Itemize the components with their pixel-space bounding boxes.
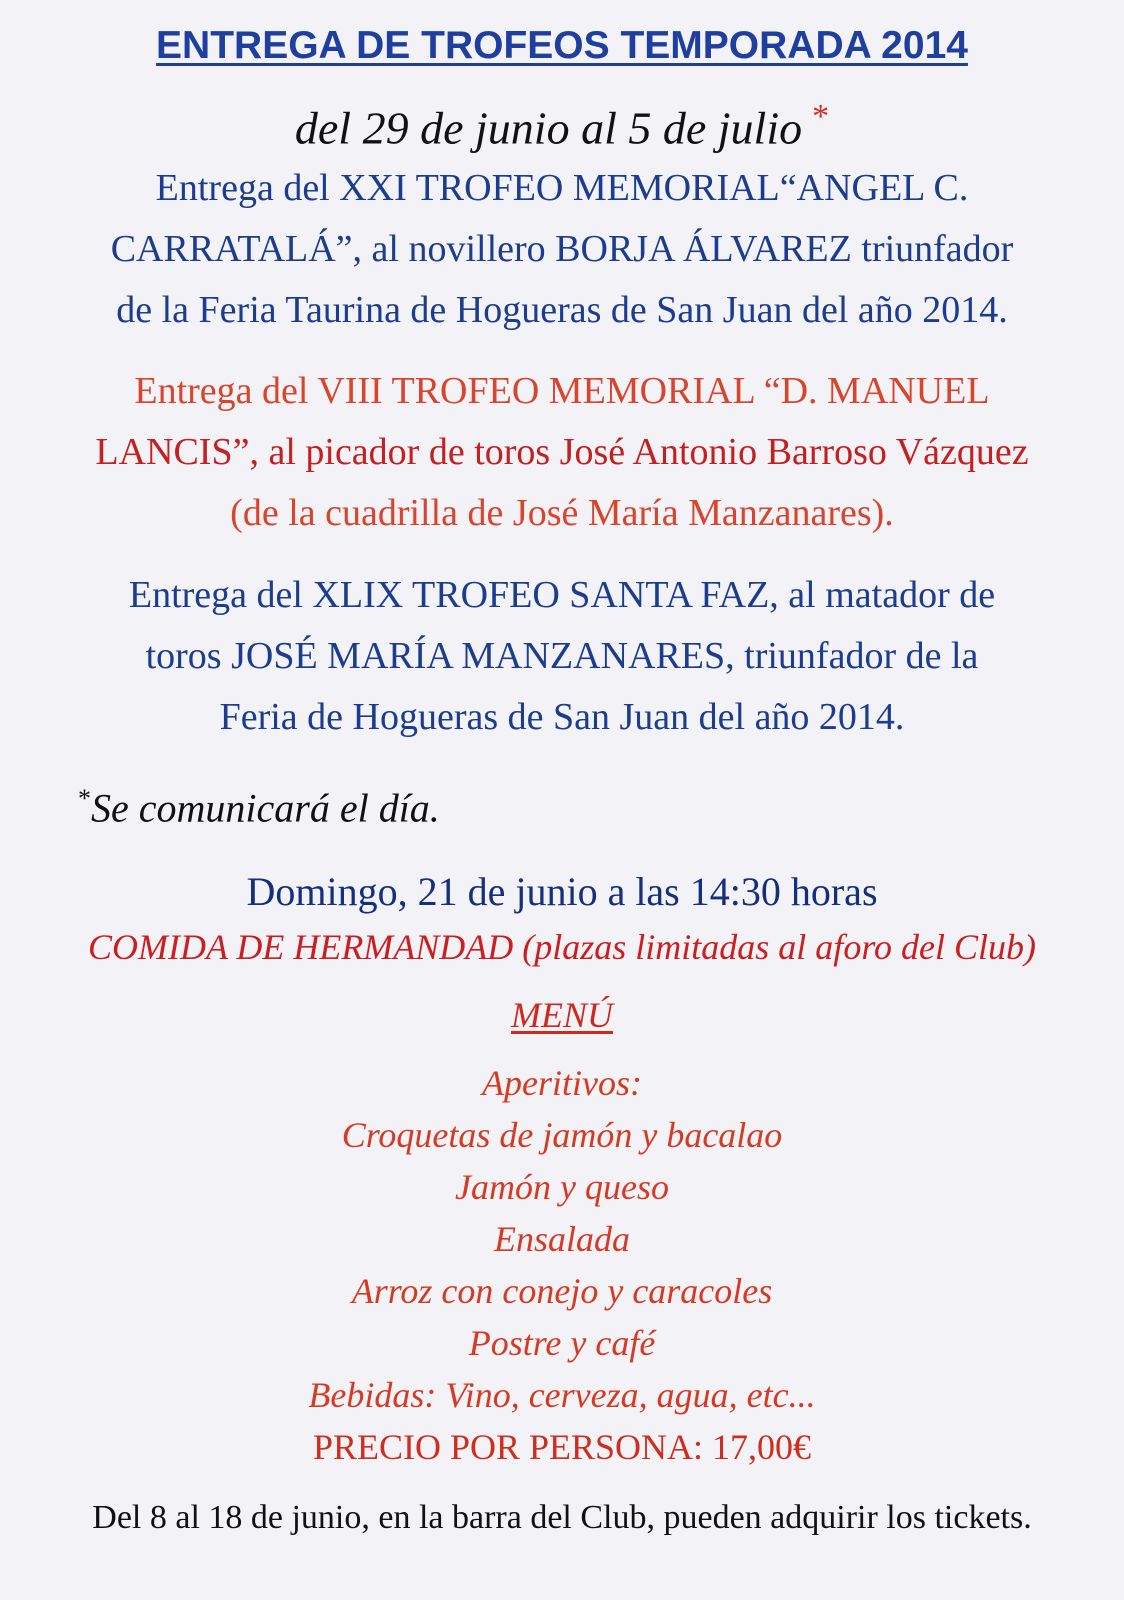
menu-price: PRECIO POR PERSONA: 17,00€ — [312, 1427, 812, 1467]
note-text: Se comunicará el día. — [91, 785, 440, 831]
page-title: ENTREGA DE TROFEOS TEMPORADA 2014 — [156, 24, 968, 67]
trophy3-line3: Feria de Hogueras de San Juan del año 2014. — [219, 696, 905, 738]
menu-item: Croquetas de jamón y bacalao — [341, 1115, 783, 1155]
trophy1-line1: Entrega del XXI TROFEO MEMORIAL“ANGEL C. — [155, 167, 969, 209]
event-title: COMIDA DE HERMANDAD (plazas limitadas al aforo del Club) — [88, 927, 1036, 967]
trophy3-line2: toros JOSÉ MARÍA MANZANARES, triunfador de la — [145, 635, 979, 677]
trophy1-line2: CARRATALÁ”, al novillero BORJA ÁLVAREZ triunfador — [110, 228, 1014, 270]
note-asterisk: * — [78, 784, 91, 813]
trophy2-line2: LANCIS”, al picador de toros José Antonio Barroso Vázquez — [95, 431, 1029, 473]
menu-item: Postre y café — [468, 1323, 656, 1363]
event-dates — [0, 98, 1124, 154]
menu-item: Arroz con conejo y caracoles — [351, 1271, 773, 1311]
menu-item: Jamón y queso — [455, 1167, 669, 1207]
event-datetime: Domingo, 21 de junio a las 14:30 horas — [246, 869, 878, 914]
announcement-note — [78, 784, 440, 831]
trophy2-line1: Entrega del VIII TROFEO MEMORIAL “D. MANUEL — [134, 370, 990, 412]
trophy2-line3: (de la cuadrilla de José María Manzanares). — [230, 492, 894, 534]
menu-heading: MENÚ — [511, 995, 613, 1035]
dates-text: del 29 de junio al 5 de julio — [294, 102, 803, 154]
menu-item: Ensalada — [493, 1219, 630, 1259]
trophy1-line3: de la Feria Taurina de Hogueras de San Juan del año 2014. — [116, 289, 1008, 331]
dates-asterisk: * — [812, 98, 830, 135]
ticket-info: Del 8 al 18 de junio, en la barra del Club, pueden adquirir los tickets. — [92, 1499, 1032, 1536]
menu-item: Bebidas: Vino, cerveza, agua, etc... — [308, 1375, 816, 1415]
menu-item: Aperitivos: — [482, 1063, 642, 1103]
trophy3-line1: Entrega del XLIX TROFEO SANTA FAZ, al matador de — [128, 574, 996, 616]
